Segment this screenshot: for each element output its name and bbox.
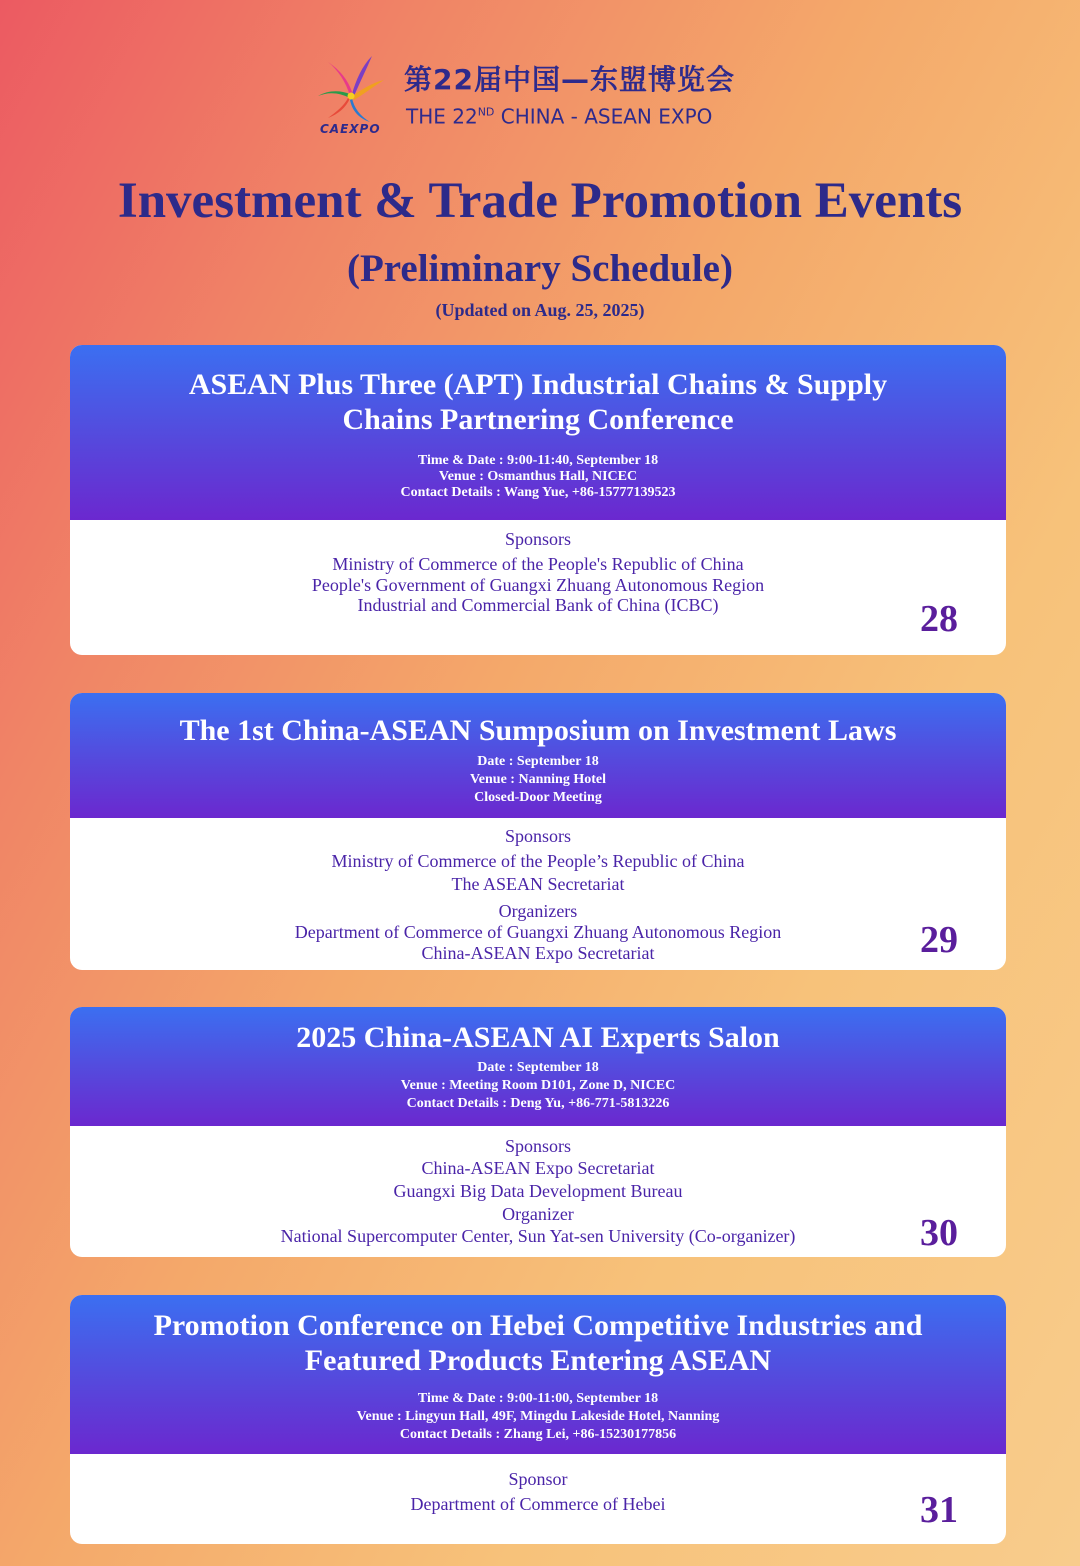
event-header <box>70 693 1006 818</box>
sponsor-item: Guangxi Big Data Development Bureau <box>393 1181 683 1201</box>
organizer-item: Department of Commerce of Guangxi Zhuang Autonomous Region <box>294 922 782 942</box>
sponsor-item: Ministry of Commerce of the People's Republic of China <box>332 554 744 574</box>
expo-logo <box>316 52 776 142</box>
event-details <box>70 1126 1006 1257</box>
event-title: The 1st China-ASEAN Sumposium on Investment Laws <box>179 714 897 747</box>
event-info: Time & Date : 9:00-11:00, September 18 Venue : Lingyun Hall, 49F, Mingdu Lakeside Hotel, Nanning Contact Details : Zhang Lei, +86-15230177856 <box>356 1391 720 1442</box>
event-header <box>70 345 1006 520</box>
page-number: 31 <box>920 1489 958 1531</box>
caexpo-wordmark: CAEXPO <box>320 122 381 136</box>
expo-title-english: THE 22ND CHINA - ASEAN EXPO <box>406 104 713 129</box>
event-title: 2025 China-ASEAN AI Experts Salon <box>296 1021 780 1054</box>
expo-title-chinese: 第22届中国—东盟博览会 <box>404 63 735 96</box>
event-header <box>70 1295 1006 1454</box>
sponsors-label: Sponsors <box>504 1136 571 1156</box>
event-card <box>70 1295 1006 1544</box>
sponsor-item: Department of Commerce of Hebei <box>410 1494 666 1514</box>
event-info: Time & Date : 9:00-11:40, September 18 Venue : Osmanthus Hall, NICEC Contact Details : Wang Yue, +86-15777139523 <box>400 453 676 500</box>
event-details <box>70 818 1006 970</box>
event-card <box>70 1007 1006 1257</box>
event-title: Promotion Conference on Hebei Competitive Industries and Featured Products Entering ASEAN <box>153 1309 923 1377</box>
sponsor-item: Ministry of Commerce of the People’s Republic of China <box>331 851 745 871</box>
page-subtitle: (Preliminary Schedule) <box>347 247 733 290</box>
event-title: ASEAN Plus Three (APT) Industrial Chains & Supply Chains Partnering Conference <box>188 368 888 436</box>
sponsor-item: Industrial and Commercial Bank of China (ICBC) <box>357 595 719 615</box>
event-info: Date : September 18 Venue : Meeting Room D101, Zone D, NICEC Contact Details : Deng Yu, +86-771-5813226 <box>400 1060 676 1111</box>
sponsor-item: China-ASEAN Expo Secretariat <box>421 1158 655 1178</box>
sponsor-item: People's Government of Guangxi Zhuang Autonomous Region <box>311 574 765 595</box>
event-card <box>70 345 1006 655</box>
organizer-item: National Supercomputer Center, Sun Yat-sen University (Co-organizer) <box>280 1226 796 1246</box>
event-details <box>70 520 1006 655</box>
sponsor-label: Sponsor <box>508 1469 568 1489</box>
page-number: 28 <box>920 598 958 640</box>
sponsors-label: Sponsors <box>504 826 571 846</box>
organizers-label: Organizers <box>498 901 578 921</box>
event-info: Date : September 18 Venue : Nanning Hotel Closed-Door Meeting <box>469 754 606 805</box>
organizer-label: Organizer <box>502 1204 574 1224</box>
sponsor-item: The ASEAN Secretariat <box>451 874 625 894</box>
sponsors-label: Sponsors <box>504 529 571 549</box>
organizer-item: China-ASEAN Expo Secretariat <box>421 942 655 963</box>
event-header <box>70 1007 1006 1126</box>
updated-date: (Updated on Aug. 25, 2025) <box>435 300 645 320</box>
page-title: Investment & Trade Promotion Events <box>117 173 963 229</box>
page-number: 30 <box>920 1212 958 1254</box>
event-card <box>70 693 1006 970</box>
page-number: 29 <box>920 919 958 961</box>
event-details <box>70 1454 1006 1544</box>
